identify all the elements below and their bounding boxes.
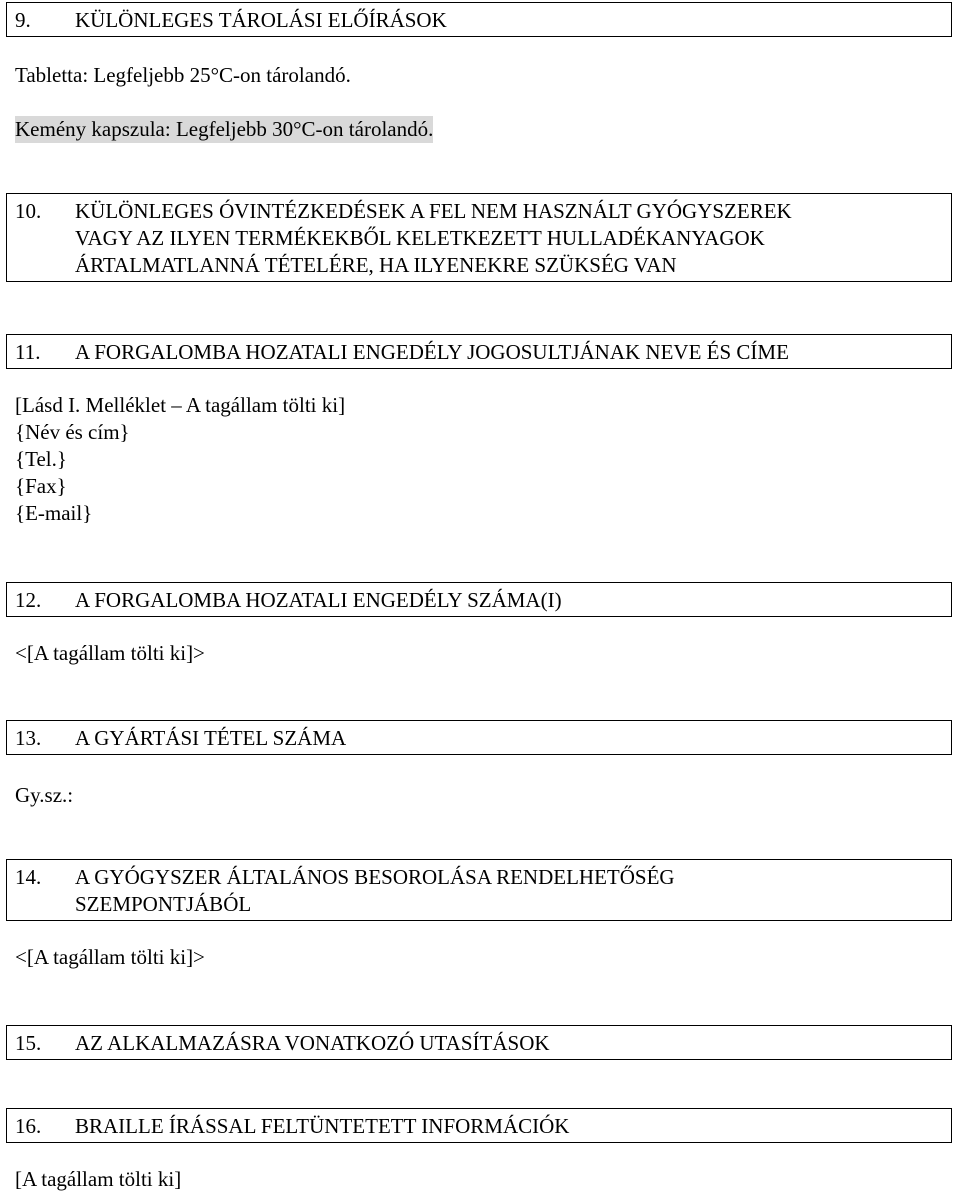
ma-number-text: <[A tagállam tölti ki]> [15,641,205,665]
section-title: A FORGALOMBA HOZATALI ENGEDÉLY SZÁMA(I) [75,588,562,612]
section-title-line: SZEMPONTJÁBÓL [75,892,252,916]
section-title-line: KÜLÖNLEGES ÓVINTÉZKEDÉSEK A FEL NEM HASZNÁLT GYÓGYSZEREK [75,199,792,223]
holder-line: {Tel.} [15,447,67,471]
section-number: 10. [15,199,42,223]
section-title: A FORGALOMBA HOZATALI ENGEDÉLY JOGOSULTJÁNAK NEVE ÉS CÍME [75,340,789,364]
section-16-header [6,1108,952,1143]
section-title-line: A GYÓGYSZER ÁLTALÁNOS BESOROLÁSA RENDELHETŐSÉG [75,865,675,889]
section-number: 16. [15,1114,42,1138]
section-13-header [6,720,952,755]
section-number: 12. [15,588,42,612]
section-11-header [6,334,952,369]
braille-text: [A tagállam tölti ki] [15,1167,182,1191]
batch-text: Gy.sz.: [15,783,74,807]
section-number: 13. [15,726,42,750]
storage-capsule-text: Kemény kapszula: Legfeljebb 30°C-on tárolandó. [15,117,434,141]
section-title-line: ÁRTALMATLANNÁ TÉTELÉRE, HA ILYENEKRE SZÜKSÉG VAN [75,253,677,277]
section-title [75,198,943,279]
storage-tablet-text: Tabletta: Legfeljebb 25°C-on tárolandó. [15,63,351,87]
section-number: 11. [15,340,41,364]
holder-line: {E-mail} [15,501,93,525]
section-9-header [6,2,952,37]
holder-info [15,392,345,527]
section-title: BRAILLE ÍRÁSSAL FELTÜNTETETT INFORMÁCIÓK [75,1114,570,1138]
section-title-line: VAGY AZ ILYEN TERMÉKEKBŐL KELETKEZETT HULLADÉKANYAGOK [75,226,765,250]
holder-line: [Lásd I. Melléklet – A tagállam tölti ki] [15,393,346,417]
section-10-header [6,193,952,282]
section-number: 9. [15,8,31,32]
holder-line: {Név és cím} [15,420,130,444]
section-title: AZ ALKALMAZÁSRA VONATKOZÓ UTASÍTÁSOK [75,1031,550,1055]
section-title: A GYÁRTÁSI TÉTEL SZÁMA [75,726,347,750]
section-title: KÜLÖNLEGES TÁROLÁSI ELŐÍRÁSOK [75,8,447,32]
holder-line: {Fax} [15,474,67,498]
section-number: 14. [15,865,42,889]
section-14-header [6,859,952,921]
section-12-header [6,582,952,617]
section-15-header [6,1025,952,1060]
section-title [75,864,943,918]
classification-text: <[A tagállam tölti ki]> [15,945,205,969]
section-number: 15. [15,1031,42,1055]
